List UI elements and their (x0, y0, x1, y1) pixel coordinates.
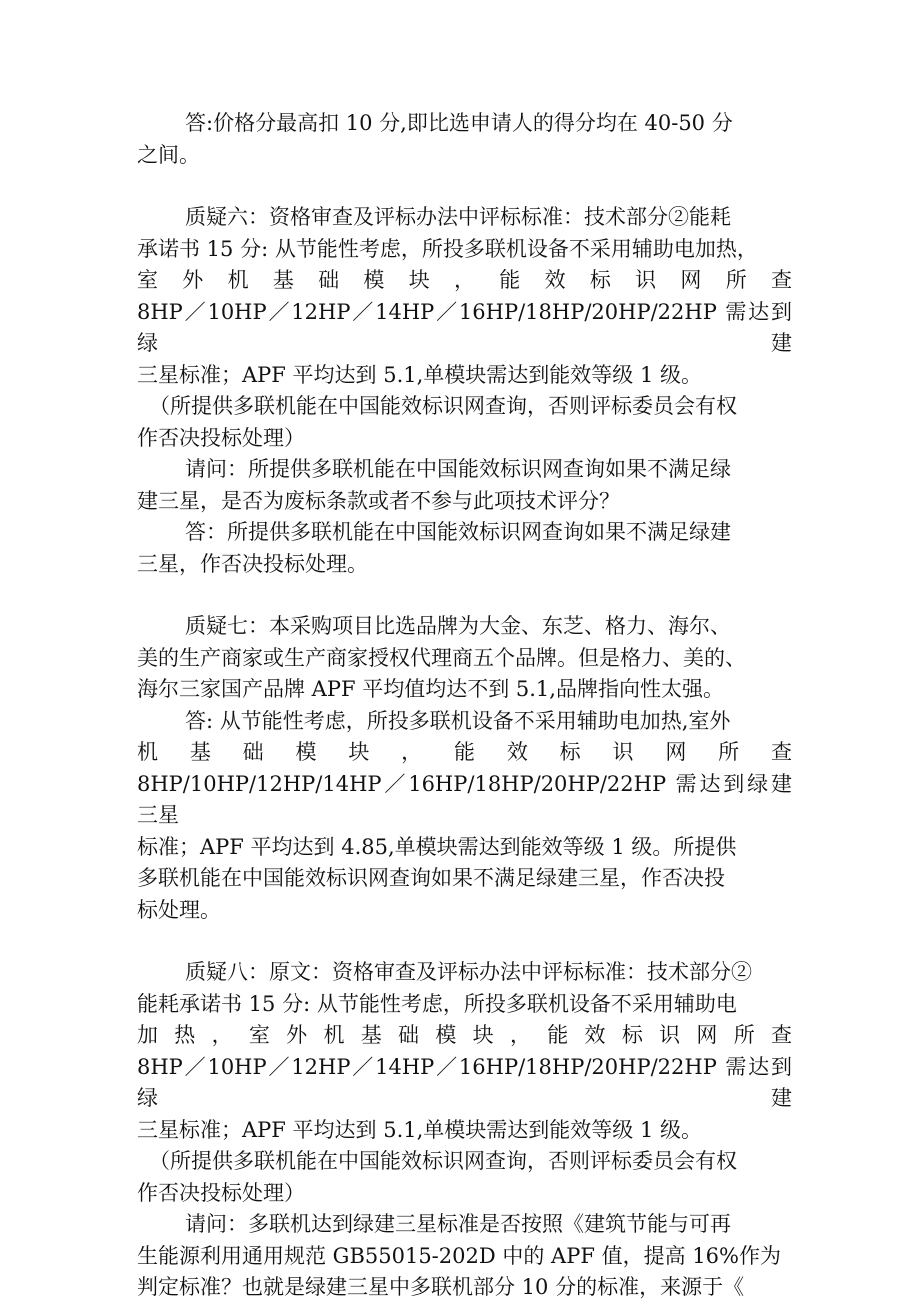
question-six-answer (137, 517, 792, 549)
text-line: 室 外 机 基 础 模 块 ， 能 效 标 识 网 所 查 (137, 268, 792, 292)
text-line: 海尔三家国产品牌 APF 平均值均达不到 5.1,品牌指向性太强。 (137, 677, 724, 701)
text-line: 之间。 (137, 142, 200, 167)
question-eight-inquiry-cont (137, 1241, 792, 1304)
text-line: 三星标准；APF 平均达到 5.1,单模块需达到能效等级 1 级。 (137, 1117, 702, 1142)
paragraph-gap (137, 171, 792, 202)
question-eight-inquiry (137, 1209, 792, 1241)
text-line: （所提供多联机能在中国能效标识网查询，否则评标委员会有权 (149, 394, 737, 418)
text-line: 能耗承诺书 15 分: 从节能性考虑，所投多联机设备不采用辅助电 (137, 991, 737, 1016)
question-seven (137, 611, 792, 926)
text-line: 建三星，是否为废标条款或者不参与此项技术评分？ (137, 488, 620, 513)
text-line: 承诺书 15 分: 从节能性考虑，所投多联机设备不采用辅助电加热， (137, 236, 758, 261)
question-eight (137, 957, 792, 1304)
answer-price-score-cont (137, 140, 792, 172)
text-line: 标处理。 (137, 897, 221, 922)
text-line: 判定标准？也就是绿建三星中多联机部分 10 分的标准，来源于《 (137, 1275, 745, 1299)
text-line: 作否决投标处理） (137, 1180, 305, 1205)
text-line: 三星，作否决投标处理。 (137, 551, 368, 576)
question-six-note (149, 391, 796, 423)
question-eight-body (137, 989, 792, 1147)
text-line: 质疑六：资格审查及评标办法中评标标准：技术部分②能耗 (185, 205, 731, 229)
text-line: 答: 从节能性考虑，所投多联机设备不采用辅助电加热,室外 (185, 708, 731, 733)
text-line: 美的生产商家或生产商家授权代理商五个品牌。但是格力、美的、 (137, 645, 746, 670)
text-line: 三星标准；APF 平均达到 5.1,单模块需达到能效等级 1 级。 (137, 362, 702, 387)
text-line: 作否决投标处理） (137, 425, 305, 450)
question-six (137, 202, 792, 580)
answer-price-score (137, 108, 792, 140)
text-line: 8HP/10HP/12HP/14HP／16HP/18HP/20HP/22HP 需达到绿建三星 (137, 771, 792, 827)
text-line: 标准；APF 平均达到 4.85,单模块需达到能效等级 1 级。所提供 (137, 834, 737, 859)
question-seven-answer-cont (137, 737, 792, 926)
text-line: 多联机能在中国能效标识网查询如果不满足绿建三星，作否决投 (137, 866, 725, 890)
text-line: 请问：所提供多联机能在中国能效标识网查询如果不满足绿 (185, 457, 731, 481)
question-eight-note-cont (137, 1178, 792, 1210)
text-line: 请问：多联机达到绿建三星标准是否按照《建筑节能与可再 (185, 1212, 731, 1236)
question-six-inquiry (137, 454, 792, 486)
text-line: 质疑七：本采购项目比选品牌为大金、东芝、格力、海尔、 (185, 614, 731, 638)
text-line: 8HP／10HP／12HP／14HP／16HP/18HP/20HP/22HP 需达到绿建 (137, 1054, 792, 1110)
text-line: 机 基 础 模 块 ， 能 效 标 识 网 所 查 (137, 740, 792, 764)
question-seven-line-1 (137, 611, 792, 643)
document-page (137, 108, 792, 1304)
text-line: 8HP／10HP／12HP／14HP／16HP/18HP/20HP/22HP 需达到绿建 (137, 299, 792, 355)
question-eight-note (149, 1146, 796, 1178)
question-six-inquiry-cont (137, 486, 792, 518)
question-seven-answer (137, 706, 792, 738)
text-line: （所提供多联机能在中国能效标识网查询，否则评标委员会有权 (149, 1149, 737, 1173)
text-line: 质疑八：原文：资格审查及评标办法中评标标准：技术部分② (185, 960, 752, 984)
question-six-note-cont (137, 423, 792, 455)
question-six-line-1 (137, 202, 792, 234)
paragraph-gap (137, 926, 792, 957)
question-eight-line-1 (137, 957, 792, 989)
paragraph-gap (137, 580, 792, 611)
text-line: 答：所提供多联机能在中国能效标识网查询如果不满足绿建 (185, 520, 731, 544)
question-six-body (137, 234, 792, 392)
question-seven-body (137, 643, 792, 706)
text-line: 加 热 ， 室 外 机 基 础 模 块 ， 能 效 标 识 网 所 查 (137, 1023, 792, 1047)
question-six-answer-cont (137, 549, 792, 581)
text-line: 生能源利用通用规范 GB55015-202D 中的 APF 值，提高 16%作为 (137, 1243, 781, 1268)
text-line: 答:价格分最高扣 10 分,即比选申请人的得分均在 40-50 分 (185, 111, 733, 135)
